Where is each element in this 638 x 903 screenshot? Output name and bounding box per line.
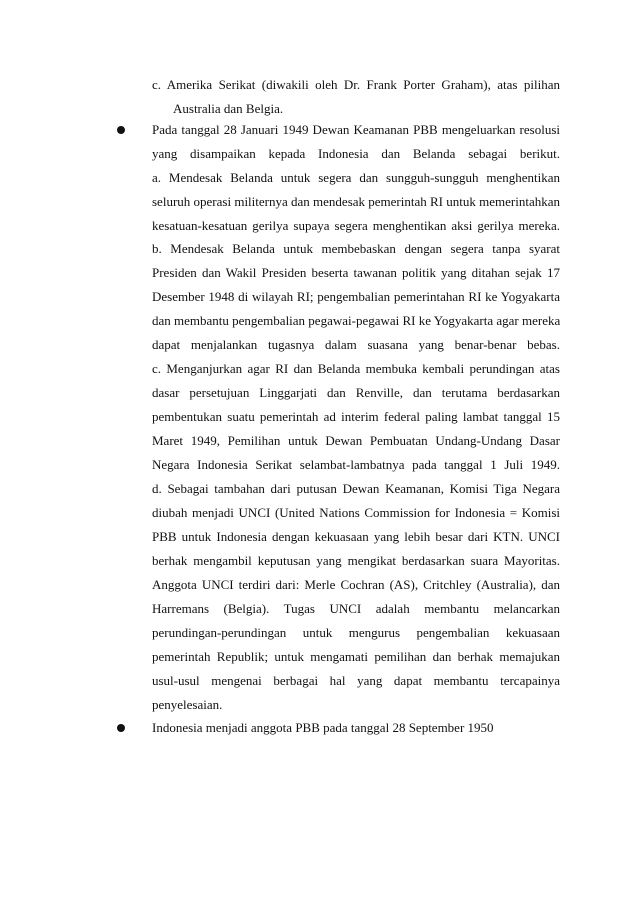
text-line: Presiden dan Wakil Presiden beserta tawanan politik yang ditahan sejak 17	[152, 265, 560, 280]
text-line: dapat menjalankan tugasnya dalam suasana yang benar-benar bebas.	[152, 337, 560, 352]
text-line: c. Menganjurkan agar RI dan Belanda membuka kembali perundingan atas	[152, 361, 560, 376]
text-line: PBB untuk Indonesia dengan kekuasaan yang lebih besar dari KTN. UNCI	[152, 529, 560, 544]
text-line: dan membantu pengembalian pegawai-pegawai RI ke Yogyakarta agar mereka	[152, 313, 561, 328]
text-line: Pada tanggal 28 Januari 1949 Dewan Keamanan PBB mengeluarkan resolusi	[152, 122, 560, 137]
text-line: Australia dan Belgia.	[173, 101, 284, 116]
text-line: Indonesia menjadi anggota PBB pada tanggal 28 September 1950	[152, 720, 494, 735]
text-line: berhak mengambil keputusan yang mengikat berdasarkan suara Mayoritas.	[152, 553, 560, 568]
text-line: perundingan-perundingan untuk mengurus pengembalian kekuasaan	[152, 625, 560, 640]
text-line: Desember 1948 di wilayah RI; pengembalian pemerintahan RI ke Yogyakarta	[152, 289, 560, 304]
text-line: pembentukan suatu pemerintah ad interim federal paling lambat tanggal 15	[152, 409, 560, 424]
text-line: pemerintah Republik; untuk mengamati pemilihan dan berhak memajukan	[152, 649, 560, 664]
text-line: Harremans (Belgia). Tugas UNCI adalah membantu melancarkan	[152, 601, 560, 616]
bullet-dot	[117, 126, 125, 134]
text-line: Anggota UNCI terdiri dari: Merle Cochran (AS), Critchley (Australia), dan	[152, 577, 560, 592]
text-line: d. Sebagai tambahan dari putusan Dewan Keamanan, Komisi Tiga Negara	[152, 481, 560, 496]
text-line: Negara Indonesia Serikat selambat-lambatnya pada tanggal 1 Juli 1949.	[152, 457, 560, 472]
text-line: Maret 1949, Pemilihan untuk Dewan Pembuatan Undang-Undang Dasar	[152, 433, 560, 448]
text-line: a. Mendesak Belanda untuk segera dan sungguh-sungguh menghentikan	[152, 170, 560, 185]
text-line: seluruh operasi militernya dan mendesak pemerintah RI untuk memerintahkan	[152, 194, 560, 209]
text-line: kesatuan-kesatuan gerilya supaya segera menghentikan aksi gerilya mereka.	[152, 218, 560, 233]
text-line: c. Amerika Serikat (diwakili oleh Dr. Frank Porter Graham), atas pilihan	[152, 77, 560, 92]
text-line: usul-usul mengenai berbagai hal yang dapat membantu tercapainya	[152, 673, 560, 688]
text-line: diubah menjadi UNCI (United Nations Commission for Indonesia = Komisi	[152, 505, 560, 520]
text-line: yang disampaikan kepada Indonesia dan Belanda sebagai berikut.	[152, 146, 560, 161]
text-line: b. Mendesak Belanda untuk membebaskan dengan segera tanpa syarat	[152, 241, 560, 256]
text-line: penyelesaian.	[152, 697, 223, 712]
bullet-dot	[117, 724, 125, 732]
text-line: dasar persetujuan Linggarjati dan Renville, dan terutama berdasarkan	[152, 385, 560, 400]
